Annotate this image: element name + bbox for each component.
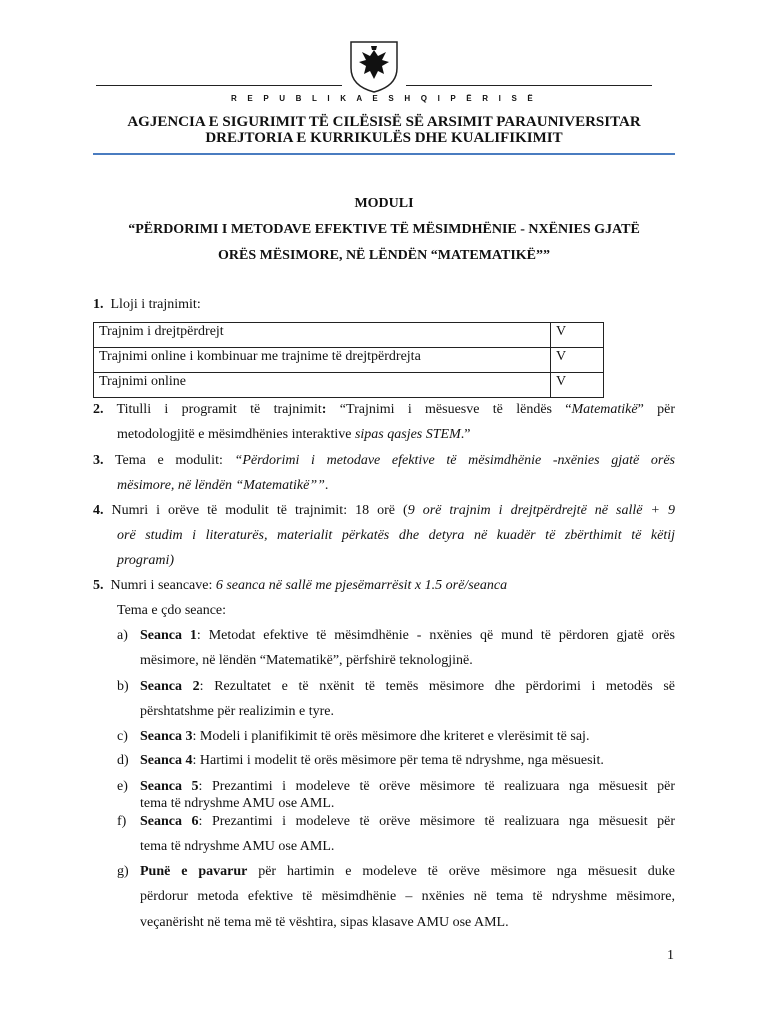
item-3-line2-italic: mësimore, në lëndën “Matematikë”” (117, 478, 325, 493)
module-title-line1: “PËRDORIMI I METODAVE EFEKTIVE TË MËSIMDHËNIE - NXËNIES GJATË (128, 222, 640, 237)
item-2-line2-end: .” (460, 427, 471, 442)
session-c-title: Seanca 3 (140, 729, 193, 744)
albanian-coat-of-arms-icon (347, 38, 401, 94)
session-e-letter: e) (117, 779, 128, 794)
item-3-line2-end: . (324, 478, 329, 493)
module-heading: MODULI (354, 196, 414, 211)
module-title-line2: ORËS MËSIMORE, NË LËNDËN “MATEMATIKË”” (217, 248, 550, 263)
page-number: 1 (667, 948, 674, 963)
item-3-line1 (93, 453, 675, 469)
item-4-number: 4. (93, 503, 104, 518)
table-row (94, 373, 604, 398)
item-4-line3-italic: programi) (117, 553, 175, 568)
item-5 (93, 578, 507, 594)
session-g-line3: veçanërisht në tema më të vështira, sipas klasave AMU ose AML. (140, 915, 509, 930)
session-b-text1: : Rezultatet e të nxënit të temës mësimore dhe përdorimi i metodës së (199, 679, 676, 694)
item-1-number: 1. (93, 297, 104, 312)
session-c-text1: : Modeli i planifikimit të orës mësimore dhe kriteret e vlerësimit të saj. (192, 729, 590, 744)
training-type-cell: Trajnimi online (94, 373, 551, 398)
item-4-line3 (117, 553, 174, 569)
session-e-line1 (140, 779, 675, 795)
session-d-title: Seanca 4 (140, 753, 193, 768)
item-2-number: 2. (93, 402, 104, 417)
item-2-subject: Matematikë (571, 402, 638, 417)
session-g-letter: g) (117, 864, 129, 879)
session-f-letter: f) (117, 814, 127, 829)
session-c-line1 (140, 729, 589, 745)
session-b-line2: përshtatshme për realizimin e tyre. (140, 704, 334, 719)
session-e-title: Seanca 5 (140, 779, 199, 794)
item-5-number: 5. (93, 578, 104, 593)
item-2-colon: : (321, 402, 327, 417)
session-a-letter: a) (117, 628, 128, 643)
session-g-title: Punë e pavarur (140, 864, 248, 879)
item-1-label: Lloji i trajnimit: (110, 297, 201, 312)
item-4-line2 (117, 528, 675, 544)
item-2-quote-open: “Trajnimi i mësuesve të lëndës “ (339, 402, 572, 417)
session-f-title: Seanca 6 (140, 814, 199, 829)
session-g-text1: për hartimin e modeleve të orëve mësimore nga mësuesit duke (247, 864, 675, 879)
table-row (94, 323, 604, 348)
item-5-value: 6 seanca në sallë me pjesëmarrësit x 1.5 orë/seanca (215, 578, 508, 593)
session-b-line1 (140, 679, 675, 695)
training-type-cell: Trajnimi online i kombinuar me trajnime të drejtpërdrejta (94, 348, 551, 373)
header-blue-rule (93, 153, 675, 155)
session-c-letter: c) (117, 729, 128, 744)
item-4-label: Numri i orëve të modulit të trajnimit: 18 orë ( (111, 503, 408, 518)
item-2-label: Titulli i programit të trajnimit (116, 402, 322, 417)
training-mark-cell: V (551, 348, 604, 373)
session-f-text1: : Prezantimi i modeleve të orëve mësimore të realizuara nga mësuesit për (198, 814, 676, 829)
item-3-line2 (117, 478, 328, 494)
item-3-label: Tema e modulit: (114, 453, 235, 468)
training-type-cell: Trajnim i drejtpërdrejt (94, 323, 551, 348)
session-f-line1 (140, 814, 675, 830)
item-1 (93, 297, 201, 313)
directorate-name: DREJTORIA E KURRIKULËS DHE KUALIFIKIMIT (205, 130, 563, 146)
item-4-line1 (93, 503, 675, 519)
session-e-text1: : Prezantimi i modeleve të orëve mësimore të realizuara nga mësuesit për (198, 779, 676, 794)
session-d-letter: d) (117, 753, 129, 768)
item-2-line2-plain: metodologjitë e mësimdhënies interaktive (117, 427, 355, 442)
session-d-line1 (140, 753, 604, 769)
session-b-title: Seanca 2 (140, 679, 200, 694)
item-2-quote-mid: ” për (637, 402, 676, 417)
training-mark-cell: V (551, 323, 604, 348)
table-row (94, 348, 604, 373)
agency-name: AGJENCIA E SIGURIMIT TË CILËSISË SË ARSIMIT PARAUNIVERSITAR (127, 114, 641, 130)
item-4-line2-italic: orë studim i literaturës, materialit përkatës dhe detyra në kuadër të zbërthimit të këtij (117, 528, 675, 543)
session-g-line2: përdorur metoda efektive të mësimdhënie – nxënies në tema të ndryshme mësimore, (140, 889, 675, 904)
training-mark-cell: V (551, 373, 604, 398)
item-5-label: Numri i seancave: (110, 578, 216, 593)
item-2-line2 (117, 427, 470, 443)
session-a-line1 (140, 628, 675, 644)
header-rule-right (406, 85, 652, 86)
session-a-text1: : Metodat efektive të mësimdhënie - nxënies që mund të përdoren gjatë orës (196, 628, 675, 643)
item-3-line1-italic: “Përdorimi i metodave efektive të mësimdhënie -nxënies gjatë orës (234, 453, 675, 468)
session-d-text1: : Hartimi i modelit të orës mësimore për tema të ndryshme, nga mësuesit. (192, 753, 604, 768)
session-f-line2: tema të ndryshme AMU ose AML. (140, 839, 335, 854)
republika-label: R E P U B L I K A E S H Q I P Ë R I S Ë (231, 94, 537, 103)
training-type-table (93, 322, 604, 398)
item-2-line2-italic: sipas qasjes STEM (354, 427, 461, 442)
item-4-line1-italic: 9 orë trajnim i drejtpërdrejtë në sallë + 9 (407, 503, 675, 518)
session-g-line1 (140, 864, 675, 880)
item-5-sub-label: Tema e çdo seance: (117, 603, 227, 618)
header-rule-left (96, 85, 342, 86)
session-a-title: Seanca 1 (140, 628, 197, 643)
item-3-number: 3. (93, 453, 104, 468)
session-b-letter: b) (117, 679, 129, 694)
session-e-line2: tema të ndryshme AMU ose AML. (140, 796, 335, 811)
item-2-line1 (93, 402, 675, 418)
session-a-line2: mësimore, në lëndën “Matematikë”, përfshirë teknologjinë. (140, 653, 473, 668)
